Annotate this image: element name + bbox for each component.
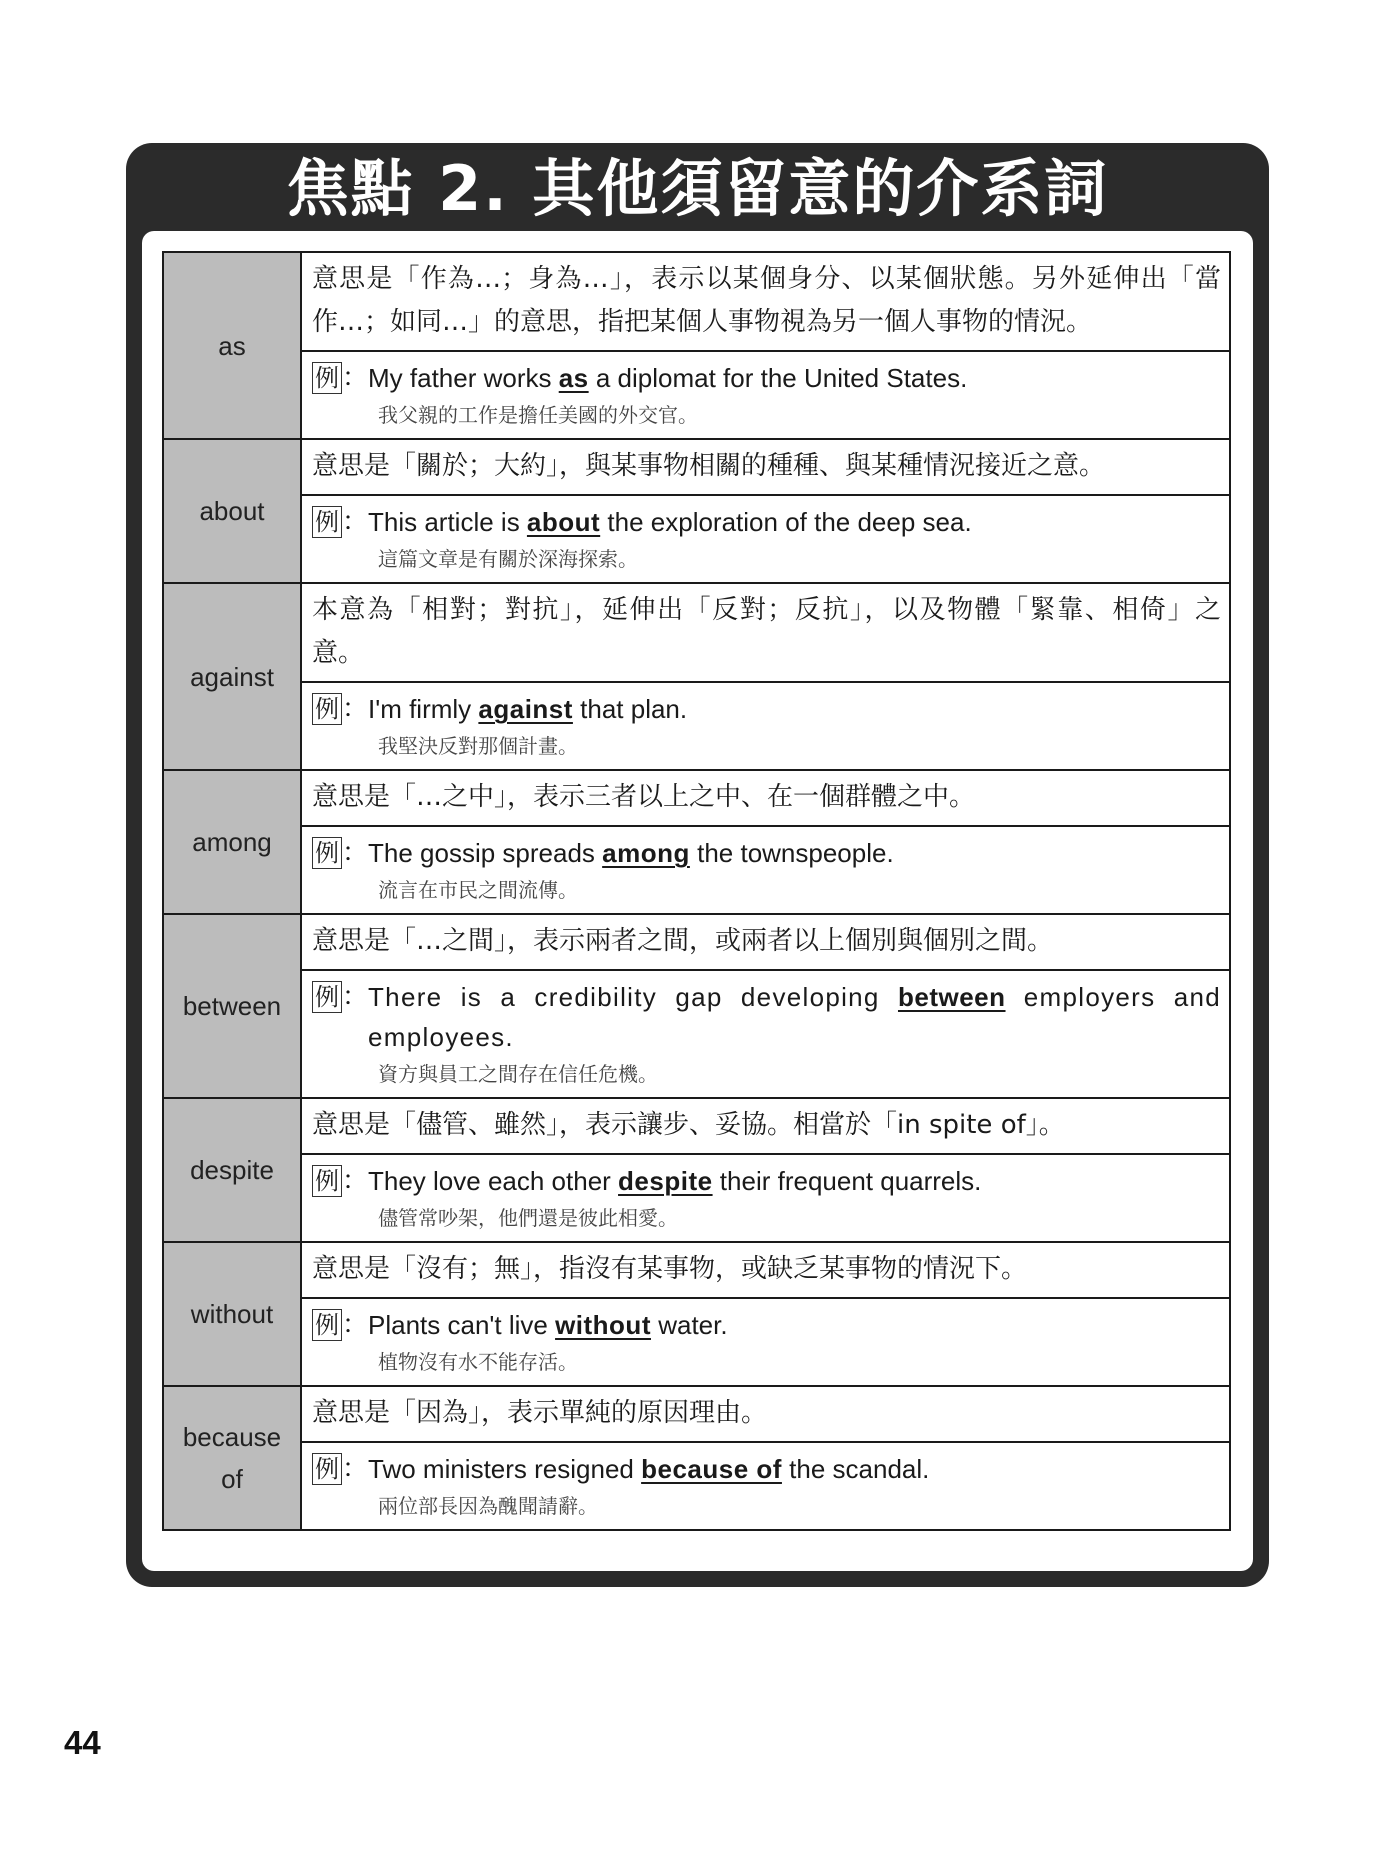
example-colon: ： (342, 363, 369, 393)
page-number: 44 (64, 1724, 101, 1761)
example-text-before: They love each other (368, 1166, 619, 1196)
example-sentence (312, 977, 1234, 1057)
section-title: 焦點 2. 其他須留意的介系詞 (286, 152, 1109, 225)
example-text-before: Plants can't live (368, 1310, 556, 1340)
example-colon: ： (342, 982, 369, 1012)
example-cell (301, 351, 1230, 439)
entry-example-row (163, 351, 1230, 439)
preposition-definition: 意思是「因為」，表示單純的原因理由。 (301, 1386, 1230, 1442)
example-text-after: water. (650, 1310, 728, 1340)
preposition-definition: 意思是「沒有；無」，指沒有某事物，或缺乏某事物的情況下。 (301, 1242, 1230, 1298)
preposition-word: as (163, 252, 301, 439)
example-translation: 儘管常吵架，他們還是彼此相愛。 (378, 1206, 678, 1230)
example-label-icon: 例 (312, 506, 342, 538)
example-keyword: between (897, 982, 1006, 1012)
example-cell (301, 495, 1230, 583)
preposition-definition: 意思是「作為…；身為…」，表示以某個身分、以某個狀態。另外延伸出「當作…；如同…」的意思，指把某個人事物視為另一個人事物的情況。 (301, 252, 1230, 351)
example-label-icon: 例 (312, 1309, 342, 1341)
example-text (368, 977, 1234, 1057)
example-text-after: the townspeople. (689, 838, 894, 868)
example-text-after: the exploration of the deep sea. (600, 507, 972, 537)
example-text-after: employers and employees. (368, 982, 1234, 1052)
entry-definition-row (163, 252, 1230, 351)
example-label-icon: 例 (312, 1165, 342, 1197)
entry-definition-row (163, 914, 1230, 970)
example-colon: ： (342, 694, 369, 724)
example-keyword: without (555, 1310, 651, 1340)
example-sentence (312, 1161, 1221, 1201)
preposition-word: among (163, 770, 301, 914)
entry-definition-row (163, 1386, 1230, 1442)
example-colon: ： (342, 838, 369, 868)
example-label-icon: 例 (312, 693, 342, 725)
preposition-word: against (163, 583, 301, 770)
example-sentence (312, 1449, 1221, 1489)
preposition-word: without (163, 1242, 301, 1386)
example-text (368, 1161, 1221, 1201)
entry-example-row (163, 970, 1230, 1098)
example-translation: 資方與員工之間存在信任危機。 (378, 1062, 658, 1086)
entry-example-row (163, 1298, 1230, 1386)
example-text-after: that plan. (572, 694, 688, 724)
example-label-icon: 例 (312, 837, 342, 869)
preposition-definition: 意思是「…之中」，表示三者以上之中、在一個群體之中。 (301, 770, 1230, 826)
example-text (368, 833, 1221, 873)
preposition-definition: 意思是「…之間」，表示兩者之間，或兩者以上個別與個別之間。 (301, 914, 1230, 970)
preposition-definition: 意思是「儘管、雖然」，表示讓步、妥協。相當於「in spite of」。 (301, 1098, 1230, 1154)
example-translation: 植物沒有水不能存活。 (378, 1350, 578, 1374)
example-text-before: The gossip spreads (368, 838, 603, 868)
example-text-before: I'm firmly (368, 694, 479, 724)
example-sentence (312, 833, 1221, 873)
example-text (368, 358, 1221, 398)
preposition-word: about (163, 439, 301, 583)
example-text-after: the scandal. (781, 1454, 930, 1484)
example-cell (301, 1442, 1230, 1530)
example-text-before: There is a credibility gap developing (368, 982, 898, 1012)
example-colon: ： (342, 1310, 369, 1340)
example-keyword: despite (618, 1166, 713, 1196)
example-sentence (312, 1305, 1221, 1345)
example-label-icon: 例 (312, 1453, 342, 1485)
example-colon: ： (342, 1166, 369, 1196)
example-keyword: because of (641, 1454, 782, 1484)
example-text-before: My father works (368, 363, 559, 393)
example-translation: 我父親的工作是擔任美國的外交官。 (378, 403, 698, 427)
example-sentence (312, 358, 1221, 398)
example-text-before: Two ministers resigned (368, 1454, 642, 1484)
example-translation: 兩位部長因為醜聞請辭。 (378, 1494, 598, 1518)
example-cell (301, 1298, 1230, 1386)
example-label-icon: 例 (312, 362, 342, 394)
example-text-after: their frequent quarrels. (712, 1166, 982, 1196)
prepositions-table (162, 251, 1234, 1531)
preposition-word: because of (163, 1386, 301, 1530)
example-label-icon: 例 (312, 981, 342, 1013)
example-cell (301, 826, 1230, 914)
prepositions-card (126, 143, 1269, 1587)
entry-definition-row (163, 1242, 1230, 1298)
example-cell (301, 1154, 1230, 1242)
example-colon: ： (342, 1454, 369, 1484)
example-colon: ： (342, 507, 369, 537)
example-text (368, 1449, 1221, 1489)
example-text-after: a diplomat for the United States. (588, 363, 968, 393)
entry-example-row (163, 826, 1230, 914)
preposition-definition: 本意為「相對；對抗」，延伸出「反對；反抗」，以及物體「緊靠、相倚」之意。 (301, 583, 1230, 682)
entry-definition-row (163, 583, 1230, 682)
example-text-before: This article is (368, 507, 527, 537)
example-keyword: among (602, 838, 690, 868)
entry-definition-row (163, 1098, 1230, 1154)
example-sentence (312, 502, 1221, 542)
example-keyword: against (478, 694, 573, 724)
example-cell (301, 682, 1230, 770)
example-text (368, 689, 1221, 729)
preposition-definition: 意思是「關於；大約」，與某事物相關的種種、與某種情況接近之意。 (301, 439, 1230, 495)
entry-example-row (163, 495, 1230, 583)
example-cell (301, 970, 1234, 1098)
entry-definition-row (163, 770, 1230, 826)
card-body (142, 231, 1253, 1571)
example-text (368, 1305, 1221, 1345)
example-text (368, 502, 1221, 542)
example-translation: 我堅決反對那個計畫。 (378, 734, 578, 758)
preposition-word: between (163, 914, 301, 1098)
example-keyword: about (526, 507, 601, 537)
example-sentence (312, 689, 1221, 729)
example-keyword: as (558, 363, 589, 393)
entry-example-row (163, 682, 1230, 770)
example-translation: 這篇文章是有關於深海探索。 (378, 547, 638, 571)
example-translation: 流言在市民之間流傳。 (378, 878, 578, 902)
entry-example-row (163, 1154, 1230, 1242)
preposition-word: despite (163, 1098, 301, 1242)
entry-example-row (163, 1442, 1230, 1530)
entry-definition-row (163, 439, 1230, 495)
